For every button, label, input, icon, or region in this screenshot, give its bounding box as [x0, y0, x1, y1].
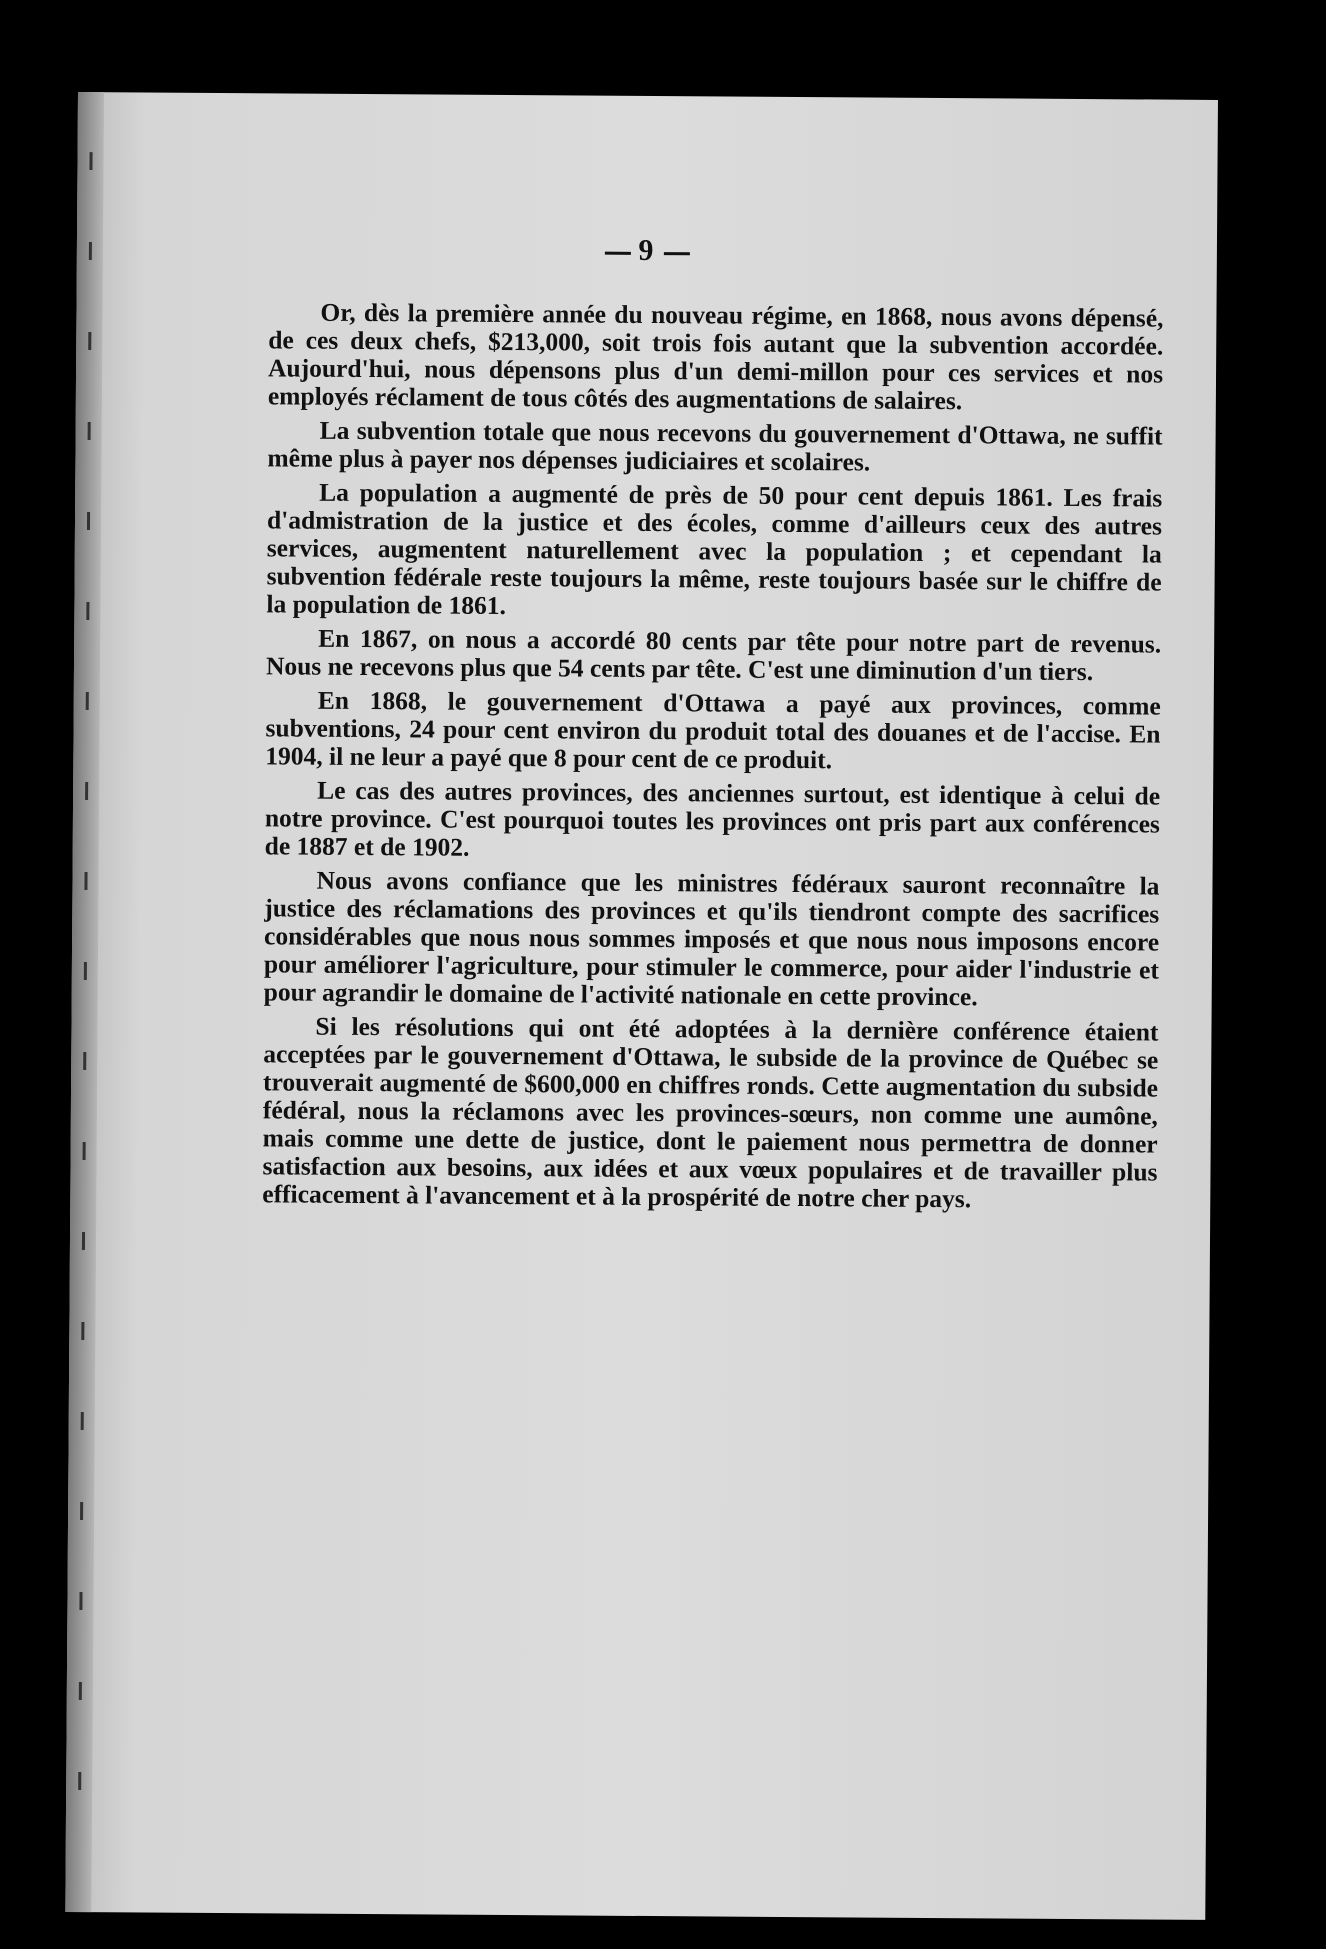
paragraph: La subvention totale que nous recevons du gouvernement d'Ottawa, ne suffit même plus à payer nos dépenses judiciaires et scolaires. — [267, 415, 1163, 477]
paragraph: En 1867, on nous a accordé 80 cents par tête pour notre part de revenus. Nous ne recevons plus que 54 cents par tête. C'est une diminution d'un tiers. — [265, 623, 1162, 687]
paragraph: Or, dès la première année du nouveau régime, en 1868, nous avons dépensé, de ces deux chefs, $213,000, soit trois fois autant que la subvention accordée. Aujourd'hui, nous dépensons plus d'un demi-millon pour ces services et nos employés réclament de tous côtés des augmentations de salaires. — [267, 297, 1164, 416]
page-number: 9 — [638, 233, 656, 268]
paragraph: Le cas des autres provinces, des anciennes surtout, est identique à celui de notre province. C'est pourquoi toutes les provinces ont pris part aux conférences de 1887 et de 1902. — [264, 775, 1161, 862]
paragraph: Si les résolutions qui ont été adoptées à la dernière conférence étaient acceptées par le gouvernement d'Ottawa, le subside de la province de Québec se trouverait augmenté de $600,000 en chiffres ronds. Cette augmentation du subside fédéral, nous la réclamons avec les provinces-sœurs, non comme une aumône, mais comme une dette de justice, dont le paiement nous permettra de donner satisfaction aux besoins, aux idées et aux vœux populaires et de travailler plus efficacement à l'avancement et à la prospérité de notre cher pays. — [262, 1011, 1159, 1214]
paragraph: Nous avons confiance que les ministres fédéraux sauront reconnaître la justice des réclamations des provinces et qu'ils tiendront compte des sacrifices considérables que nous nous sommes imposés et que nous nous imposons encore pour améliorer l'agriculture, pour stimuler le commerce, pour aider l'industrie et pour agrandir le domaine de l'activité nationale en cette province. — [263, 865, 1160, 1012]
paragraph: La population a augmenté de près de 50 pour cent depuis 1861. Les frais d'admistration de la justice et des écoles, comme d'ailleurs ceux des autres services, augmentent naturellement avec la population ; et cependant la subvention fédérale reste toujours la même, reste toujours basée sur le chiffre de la population de 1861. — [266, 477, 1163, 620]
body-text — [262, 298, 1163, 1220]
header-dash-right — [663, 252, 689, 255]
page-header — [77, 230, 1217, 272]
document-page — [65, 92, 1218, 1920]
paragraph: En 1868, le gouvernement d'Ottawa a payé aux provinces, comme subventions, 24 pour cent environ du produit total des douanes et de l'accise. En 1904, il ne leur a payé que 8 pour cent de ce produit. — [265, 685, 1161, 775]
header-dash-left — [604, 251, 630, 254]
